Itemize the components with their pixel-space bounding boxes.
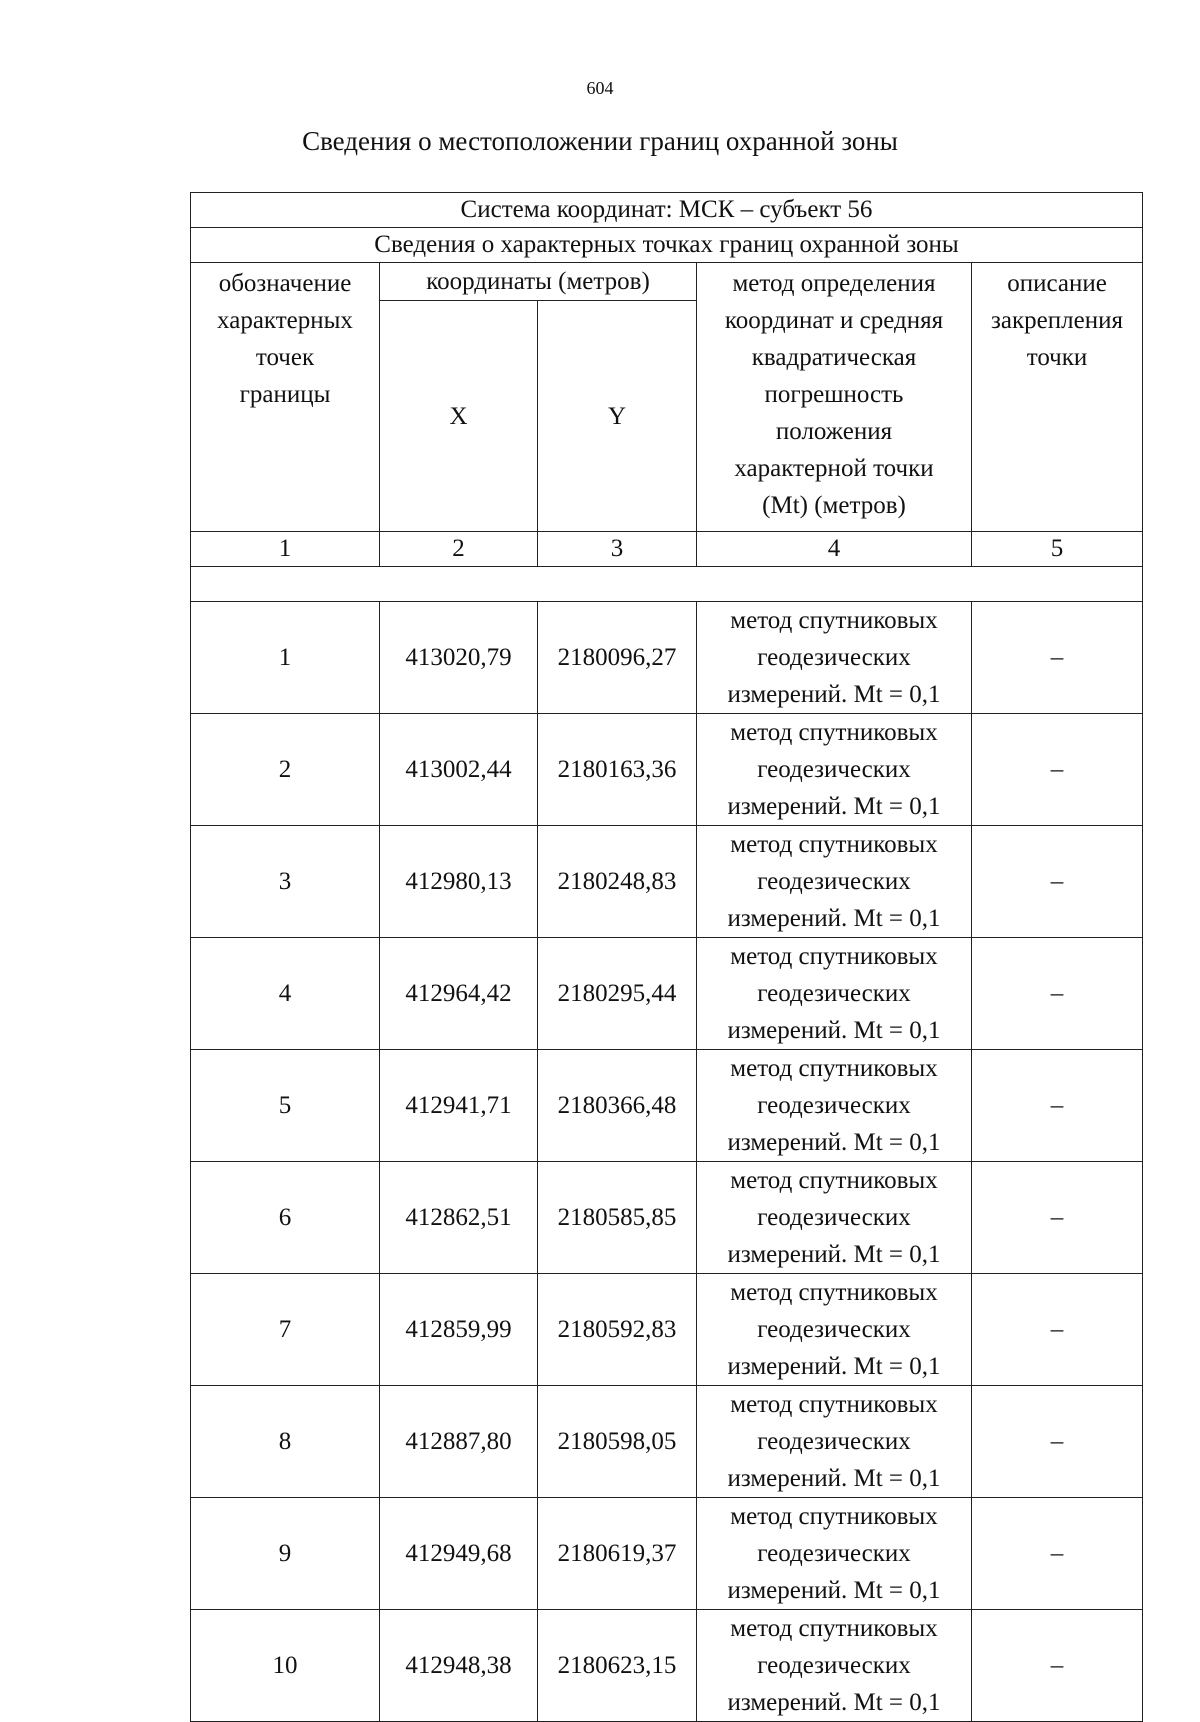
method-line: метод спутниковых xyxy=(730,1279,938,1306)
x-coordinate-cell: 413002,44 xyxy=(380,714,538,826)
description-header-line: закрепления xyxy=(991,307,1123,334)
table-row xyxy=(191,1162,1143,1274)
designation-header xyxy=(191,263,380,532)
point-number-cell: 3 xyxy=(191,826,380,938)
method-header-line: характерной точки xyxy=(734,455,934,482)
method-cell xyxy=(697,1610,972,1722)
column-numbers-row xyxy=(191,532,1143,567)
table-row xyxy=(191,938,1143,1050)
method-line: геодезических xyxy=(757,644,911,671)
points-info-header: Сведения о характерных точках границ охранной зоны xyxy=(191,228,1143,263)
method-cell xyxy=(697,1274,972,1386)
method-line: геодезических xyxy=(757,868,911,895)
method-line: измерений. Mt = 0,1 xyxy=(727,1689,941,1716)
x-coordinate-cell: 412980,13 xyxy=(380,826,538,938)
point-number-cell: 8 xyxy=(191,1386,380,1498)
column-number: 1 xyxy=(191,532,380,567)
coordinate-system-row xyxy=(191,193,1143,228)
method-header-line: координат и средняя xyxy=(724,307,944,334)
description-cell: – xyxy=(972,1050,1143,1162)
boundary-points-table xyxy=(190,192,1143,1722)
method-line: метод спутниковых xyxy=(730,1055,938,1082)
method-line: метод спутниковых xyxy=(730,831,938,858)
y-header: Y xyxy=(538,301,697,532)
table-row xyxy=(191,602,1143,714)
point-number-cell: 1 xyxy=(191,602,380,714)
x-coordinate-cell: 412941,71 xyxy=(380,1050,538,1162)
method-line: геодезических xyxy=(757,1092,911,1119)
method-cell xyxy=(697,1386,972,1498)
x-coordinate-cell: 412964,42 xyxy=(380,938,538,1050)
designation-header-line: точек xyxy=(255,344,315,371)
table-row xyxy=(191,714,1143,826)
method-line: метод спутниковых xyxy=(730,1615,938,1642)
method-line: метод спутниковых xyxy=(730,719,938,746)
designation-header-line: характерных xyxy=(217,307,353,334)
x-coordinate-cell: 412862,51 xyxy=(380,1162,538,1274)
y-coordinate-cell: 2180295,44 xyxy=(538,938,697,1050)
table-row xyxy=(191,826,1143,938)
method-line: метод спутниковых xyxy=(730,607,938,634)
description-cell: – xyxy=(972,1386,1143,1498)
description-header-line: точки xyxy=(1026,344,1088,371)
method-header-line: положения xyxy=(775,418,893,445)
method-line: метод спутниковых xyxy=(730,1503,938,1530)
y-coordinate-cell: 2180585,85 xyxy=(538,1162,697,1274)
method-line: геодезических xyxy=(757,1428,911,1455)
point-number-cell: 9 xyxy=(191,1498,380,1610)
point-number-cell: 4 xyxy=(191,938,380,1050)
x-coordinate-cell: 413020,79 xyxy=(380,602,538,714)
method-line: геодезических xyxy=(757,1204,911,1231)
point-number-cell: 10 xyxy=(191,1610,380,1722)
method-line: геодезических xyxy=(757,980,911,1007)
method-line: измерений. Mt = 0,1 xyxy=(727,1017,941,1044)
point-number-cell: 7 xyxy=(191,1274,380,1386)
description-cell: – xyxy=(972,1498,1143,1610)
description-header-line: описание xyxy=(1007,270,1107,297)
designation-header-line: границы xyxy=(239,381,331,408)
method-line: геодезических xyxy=(757,1540,911,1567)
y-coordinate-cell: 2180598,05 xyxy=(538,1386,697,1498)
description-cell: – xyxy=(972,826,1143,938)
method-cell xyxy=(697,826,972,938)
method-cell xyxy=(697,1498,972,1610)
method-line: измерений. Mt = 0,1 xyxy=(727,1129,941,1156)
method-line: измерений. Mt = 0,1 xyxy=(727,681,941,708)
method-line: метод спутниковых xyxy=(730,1167,938,1194)
column-number: 4 xyxy=(697,532,972,567)
method-line: геодезических xyxy=(757,756,911,783)
document-title: Сведения о местоположении границ охранной зоны xyxy=(302,126,898,156)
coordinate-system-header: Система координат: МСК – субъект 56 xyxy=(191,193,1143,228)
points-info-row xyxy=(191,228,1143,263)
method-line: измерений. Mt = 0,1 xyxy=(727,905,941,932)
empty-row xyxy=(191,567,1143,602)
method-header-line: погрешность xyxy=(764,381,904,408)
x-header: X xyxy=(380,301,538,532)
description-header xyxy=(972,263,1143,532)
column-number: 3 xyxy=(538,532,697,567)
method-line: геодезических xyxy=(757,1316,911,1343)
y-coordinate-cell: 2180096,27 xyxy=(538,602,697,714)
page-number: 604 xyxy=(586,78,614,98)
y-coordinate-cell: 2180163,36 xyxy=(538,714,697,826)
method-line: метод спутниковых xyxy=(730,943,938,970)
table-row xyxy=(191,1498,1143,1610)
point-number-cell: 5 xyxy=(191,1050,380,1162)
x-coordinate-cell: 412948,38 xyxy=(380,1610,538,1722)
method-line: измерений. Mt = 0,1 xyxy=(727,1241,941,1268)
table-row xyxy=(191,1386,1143,1498)
x-coordinate-cell: 412859,99 xyxy=(380,1274,538,1386)
y-coordinate-cell: 2180619,37 xyxy=(538,1498,697,1610)
column-number: 5 xyxy=(972,532,1143,567)
method-cell xyxy=(697,602,972,714)
table-row xyxy=(191,1274,1143,1386)
description-cell: – xyxy=(972,938,1143,1050)
empty-cell xyxy=(191,567,1143,602)
method-header-line: метод определения xyxy=(732,270,936,297)
description-cell: – xyxy=(972,602,1143,714)
method-cell xyxy=(697,938,972,1050)
method-cell xyxy=(697,1162,972,1274)
coordinates-header: координаты (метров) xyxy=(380,263,697,301)
point-number-cell: 6 xyxy=(191,1162,380,1274)
y-coordinate-cell: 2180592,83 xyxy=(538,1274,697,1386)
column-number: 2 xyxy=(380,532,538,567)
description-cell: – xyxy=(972,1162,1143,1274)
method-line: измерений. Mt = 0,1 xyxy=(727,1353,941,1380)
designation-header-line: обозначение xyxy=(218,270,352,297)
y-coordinate-cell: 2180366,48 xyxy=(538,1050,697,1162)
method-cell xyxy=(697,1050,972,1162)
method-line: метод спутниковых xyxy=(730,1391,938,1418)
description-cell: – xyxy=(972,1274,1143,1386)
y-coordinate-cell: 2180623,15 xyxy=(538,1610,697,1722)
method-line: измерений. Mt = 0,1 xyxy=(727,793,941,820)
x-coordinate-cell: 412949,68 xyxy=(380,1498,538,1610)
description-cell: – xyxy=(972,1610,1143,1722)
description-cell: – xyxy=(972,714,1143,826)
table-row xyxy=(191,1050,1143,1162)
column-header-row xyxy=(191,263,1143,301)
point-number-cell: 2 xyxy=(191,714,380,826)
method-header-line: (Mt) (метров) xyxy=(762,492,906,519)
y-coordinate-cell: 2180248,83 xyxy=(538,826,697,938)
method-header-line: квадратическая xyxy=(751,344,917,371)
method-header xyxy=(697,263,972,532)
method-line: измерений. Mt = 0,1 xyxy=(727,1577,941,1604)
table-row xyxy=(191,1610,1143,1722)
method-line: измерений. Mt = 0,1 xyxy=(727,1465,941,1492)
method-line: геодезических xyxy=(757,1652,911,1679)
x-coordinate-cell: 412887,80 xyxy=(380,1386,538,1498)
method-cell xyxy=(697,714,972,826)
